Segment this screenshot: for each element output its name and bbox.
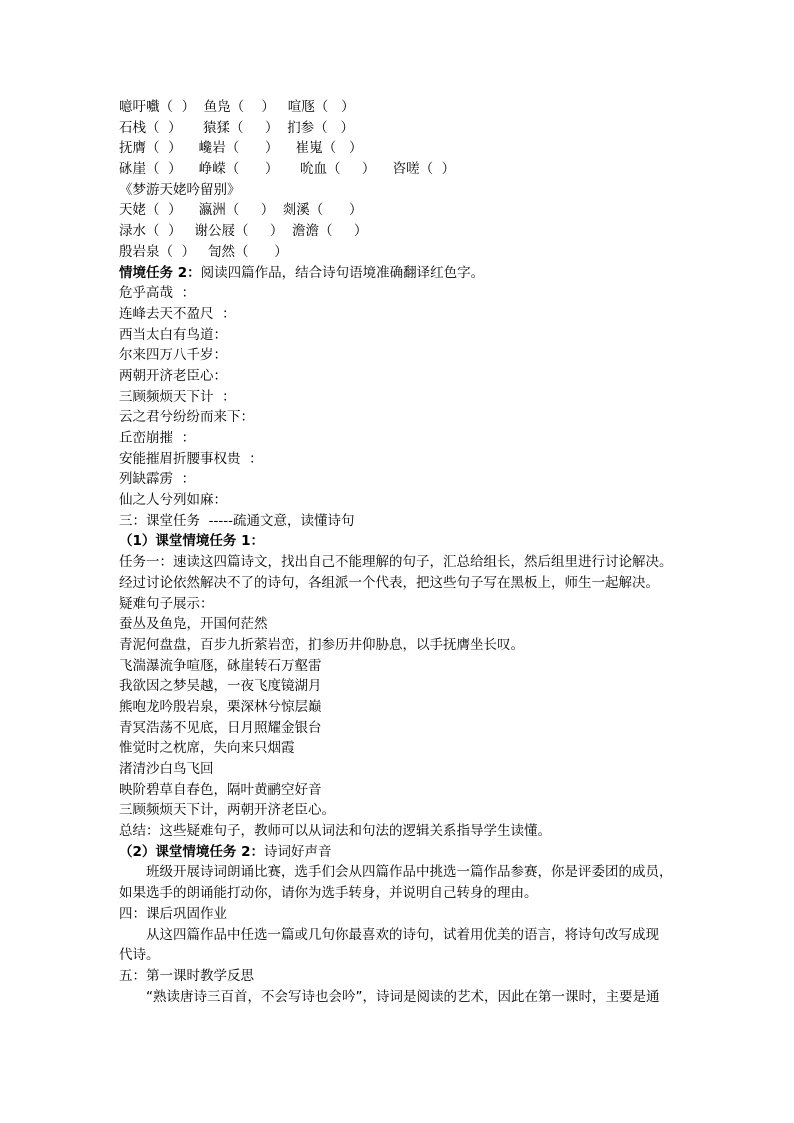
text-line: 仙之人兮列如麻： bbox=[119, 492, 227, 509]
text-line: 任务一：速读这四篇诗文，找出自己不能理解的句子，汇总给组长，然后组里进行讨论解决。 bbox=[119, 554, 673, 571]
text-line: 代诗。 bbox=[119, 947, 160, 964]
text-line: 渌水（ ） 谢公屐（ ） 澹澹（ ） bbox=[119, 223, 368, 240]
text-line: 尔来四万八千岁： bbox=[119, 347, 227, 364]
text-line: “熟读唐诗三百首，不会写诗也会吟”，诗词是阅读的艺术，因此在第一课时，主要是通 bbox=[146, 988, 660, 1005]
text-line: 三顾频烦天下计 ： bbox=[119, 388, 236, 405]
bold-label: 情境任务 2： bbox=[119, 264, 201, 281]
bold-label: （2）课堂情境任务 2： bbox=[119, 843, 264, 860]
text-line: 列缺霹雳 ： bbox=[119, 471, 196, 488]
text-line: 《梦游天姥吟留别》 bbox=[119, 181, 241, 198]
text-line: 砯崖（ ） 峥嵘（ ） 吮血（ ） 咨嗟（ ） bbox=[119, 161, 456, 178]
text-line: 两朝开济老臣心： bbox=[119, 367, 227, 384]
text-line: 殷岩泉（ ） 訇然（ ） bbox=[119, 243, 288, 260]
text-line: 熊咆龙吟殷岩泉，栗深林兮惊层巅 bbox=[119, 698, 322, 715]
text-line: 三：课堂任务 -----疏通文意，读懂诗句 bbox=[119, 512, 355, 529]
text-line: 三顾频烦天下计，两朝开济老臣心。 bbox=[119, 802, 335, 819]
text-line: 从这四篇作品中任选一篇或几句你最喜欢的诗句，试着用优美的语言，将诗句改写成现 bbox=[146, 926, 659, 943]
text-line: 蚕丛及鱼凫，开国何茫然 bbox=[119, 616, 268, 633]
text-line: 经过讨论依然解决不了的诗句，各组派一个代表，把这些句子写在黑板上，师生一起解决。 bbox=[119, 574, 659, 591]
text-line: 噫吁嚱（ ） 鱼凫（ ） 喧豗（ ） bbox=[119, 99, 355, 115]
text-line: 青冥浩荡不见底，日月照耀金银台 bbox=[119, 719, 322, 736]
line-text: 诗词好声音 bbox=[264, 843, 332, 860]
text-line: 危乎高哉 ： bbox=[119, 285, 196, 302]
text-line: 云之君兮纷纷而来下： bbox=[119, 409, 254, 426]
text-line: 连峰去天不盈尺 ： bbox=[119, 305, 236, 322]
text-line: 渚清沙白鸟飞回 bbox=[119, 761, 214, 777]
text-line bbox=[119, 531, 689, 552]
text-line bbox=[119, 263, 689, 284]
text-line: 青泥何盘盘，百步九折萦岩峦，扪参历井仰胁息，以手抚膺坐长叹。 bbox=[119, 636, 524, 653]
text-line: 五：第一课时教学反思 bbox=[119, 967, 254, 984]
line-text: 阅读四篇作品，结合诗句语境准确翻译红色字。 bbox=[200, 264, 485, 281]
bold-label: （1）课堂情境任务 1： bbox=[119, 533, 264, 550]
text-line: 天姥（ ） 瀛洲（ ） 剡溪（ ） bbox=[119, 202, 363, 219]
text-line: 飞湍瀑流争喧豗，砯崖转石万壑雷 bbox=[119, 657, 322, 674]
text-line: 如果选手的朗诵能打动你，请你为选手转身，并说明自己转身的理由。 bbox=[119, 885, 538, 902]
text-line: 惟觉时之枕席，失向来只烟霞 bbox=[119, 740, 295, 757]
text-line: 西当太白有鸟道： bbox=[119, 326, 227, 343]
text-line: 石栈（ ） 猿猱（ ） 扪参（ ） bbox=[119, 119, 354, 136]
document-body bbox=[119, 97, 689, 1007]
text-line: 抚膺（ ） 巉岩（ ） 崔嵬（ ） bbox=[119, 140, 363, 157]
text-line: 四：课后巩固作业 bbox=[119, 905, 227, 922]
text-line: 班级开展诗词朗诵比赛，选手们会从四篇作品中挑选一篇作品参赛，你是评委团的成员， bbox=[146, 864, 673, 881]
text-line: 总结：这些疑难句子，教师可以从词法和句法的逻辑关系指导学生读懂。 bbox=[119, 823, 551, 840]
text-line: 我欲因之梦吴越，一夜飞度镜湖月 bbox=[119, 678, 322, 695]
text-line: 疑难句子展示： bbox=[119, 595, 214, 612]
text-line bbox=[119, 842, 689, 863]
text-line: 安能摧眉折腰事权贵 ： bbox=[119, 450, 263, 467]
text-line: 映阶碧草自春色，隔叶黄鹂空好音 bbox=[119, 781, 322, 798]
text-line: 丘峦崩摧 ： bbox=[119, 430, 196, 446]
